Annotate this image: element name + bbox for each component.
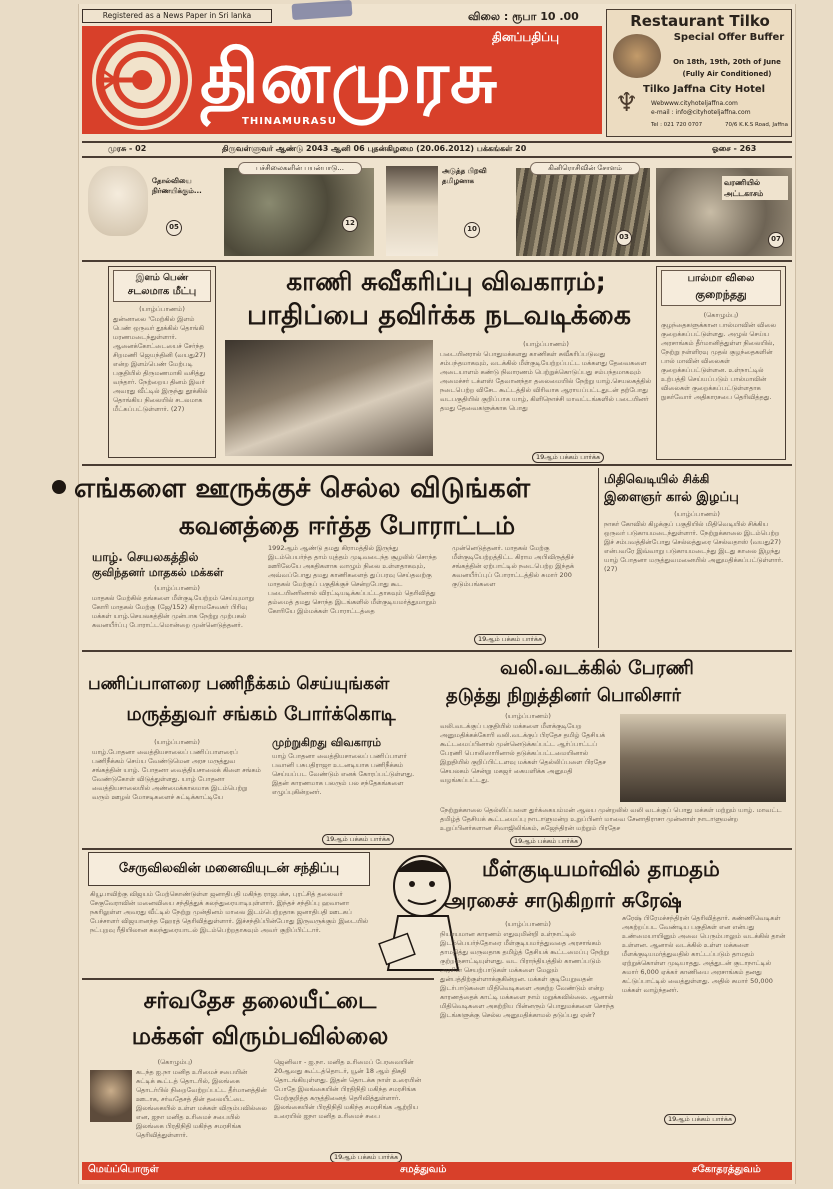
- teaser-label: வரணியில் அட்டகாசம்: [722, 176, 788, 200]
- advert-offer: Special Offer Buffer: [673, 32, 785, 43]
- advert-title: Restaurant Tilko: [630, 12, 770, 30]
- teaser-label: கினிரொசிவின் சோளம்: [530, 162, 640, 175]
- story-body: துன்னாலை 'மேற்கில் இளம் பெண் ஒருவர் தூக்கில் தொங்கி மரணமடைந்துள்ளார். ஆனைக்கோட்டையைச் சேர்ந்த சிறமணி ஜெயந்தினி (வயது27) என்ற இளம்பெண் மேற்படி பகுதியில் திருமணமாகி வசித்து வந்தார். நேற்றைய தினம் இவர் அவரது வீட்டில் இருந்து தூக்கில் தொங்கிய நிலையில் சடலமாக மீட்கப்பட்டுள்ளார். (27): [113, 315, 208, 413]
- issue-number: ஓசை - 263: [712, 144, 757, 153]
- teaser-rule: [82, 260, 792, 262]
- teaser-strip: [82, 160, 792, 258]
- protest-dateline: (யாழ்ப்பாணம்): [154, 584, 200, 592]
- page-number-badge: 03: [616, 230, 632, 246]
- footer-left: மெய்ப்பொருள்: [88, 1164, 159, 1175]
- youth-body: நாகர் கோவில் கிழக்குப் பகுதியில் மிதிவெடியில் சிக்கிய ஒருவர் படுகாயமடைந்துள்ளார். நேற்றுக்காலை இடம்பெற்ற இச் சம்பவத்தின்போது செல்லத்துரை செல்வதாஸ் (வயது27) என்பவரே இவ்வாறு படுகாயமடைந்து இடது காலை இழந்து யாழ் போதனா மருத்துவமனையில் அனுமதிக்கப்பட்டுள்ளார். (27): [604, 520, 784, 573]
- column-rule: [598, 468, 599, 648]
- advert-email: e-mail : info@cityhoteljaffna.com: [651, 109, 751, 116]
- teaser-label: பச்சிலைகளின் பயன்பாடு...: [238, 162, 362, 175]
- page-number-badge: 05: [166, 220, 182, 236]
- teaser-item[interactable]: [224, 160, 374, 258]
- summit-headline-2: மக்கள் விரும்பவில்லை: [131, 1022, 389, 1050]
- footer-right: சகோதரத்துவம்: [692, 1164, 761, 1175]
- masthead-title: தினமுரசு: [200, 35, 498, 119]
- advert-hotel: Tilko Jaffna City Hotel: [643, 84, 766, 95]
- teaser-label: அடுத்த பிறவி தமிழனாக: [442, 167, 487, 185]
- doctors-dateline: (யாழ்ப்பாணம்): [154, 738, 200, 746]
- page-number-badge: 10: [464, 222, 480, 238]
- suresh-headline-1: மீள்குடியமர்வில் தாமதம்: [482, 857, 720, 881]
- caricature-image: [88, 166, 148, 236]
- footer-bar: [82, 1162, 792, 1180]
- bullet-icon: [52, 480, 66, 494]
- summit-photo: [90, 1070, 132, 1122]
- advert-photo: [613, 34, 661, 78]
- teaser-item[interactable]: [516, 160, 650, 258]
- section-rule: [82, 848, 792, 850]
- issue-date: திருவள்ளுவர் ஆண்டு 2043 ஆனி 06 புதன்கிழமை (20.06.2012) பக்கங்கள் 20: [222, 144, 527, 153]
- rally-headline-1: வலி.வடக்கில் பேரணி: [500, 657, 694, 679]
- suresh-col-1: நியாயமான காரணம் எதுவுமின்றி உள்நாட்டில் இடம்பெயர்ந்தோரை மீள்குடியமர்த்துவதை அரசாங்கம் தாமதித்து வருவதாக தமிழ்த் தேசியக் கூட்டமைப்பு நேற்று குற்றஞ்சாட்டியுள்ளது. வட பிராந்தியத்தில் காணப்படும் அரசின் செயற்பாடுகள் மக்களை மேலும் துன்பத்திற்குள்ளாக்குகின்றன. மக்கள் குடியேறுவதன் இடர்பாடுகளை மிதிவெடிகளை அகற்ற வேண்டும் என்ற காரணத்தைக் காட்டி மக்களை நாம் மறுக்கவில்லை. ஆனால் மிதிவெடிகளை அகற்றிய பின்னரும் பொதுமக்களை சொந்த இடங்களுக்கு செல்ல அனுமதிக்காமல் தடுப்பது ஏன்?: [440, 930, 615, 1019]
- section-rule: [82, 464, 792, 466]
- suresh-dateline: (யாழ்ப்பாணம்): [505, 920, 551, 928]
- protest-headline-1: எங்களை ஊருக்குச் செல்ல விடுங்கள்: [74, 473, 531, 504]
- lead-continued[interactable]: 19ஆம் பக்கம் பார்க்க: [532, 452, 604, 463]
- price: விலை : ரூபா 10 .00: [468, 10, 579, 23]
- story-body: குழந்தைகளுக்கான பால்மாவின் விலை குறைக்கப்பட்டுள்ளது. அழுல் செய்ய அரசாங்கம் தீர்மானித்துள்ள நிலையில், நேற்று நள்ளிரவு முதல் குழந்தைகளின் பால் மாவின் விலைகள் குறைக்கப்பட்டுள்ளன. உள்நாட்டில் உற்பத்தி செய்யப்படும் பால்மாவின் விலைகள் குறைக்கப்பட்டுள்ளதாக நுகர்வோர் அதிகாரசபை தெரிவித்தது.: [661, 321, 777, 401]
- registration-notice: Registered as a News Paper in Sri lanka: [82, 9, 272, 23]
- protest-headline-2: கவனத்தை ஈர்த்த போராட்டம்: [178, 511, 516, 540]
- headline-line-2: சடலமாக மீட்பு: [127, 286, 197, 297]
- headline-line-2: குறைந்தது: [695, 288, 747, 301]
- summit-col-1: கடந்த ஐ.நா மனித உரிமைச் சபையின் சுட்டிக் கூட்டத் தொடரில், இலங்கை தொடர்பில் நிறைவேற்றப்பட்ட தீர்மானத்தின் ஊடாக, சர்வதேசத் தின் தலையீட்டை இலங்கையில் உள்ள மக்கள் விரும்பவில்லை என, ஐநா மனித உரிமைச் சபையில் இலங்கை பிரதிநிதி மகிந்த சமரசிங்க தெரிவித்துள்ளார்.: [136, 1068, 267, 1139]
- section-rule: [82, 650, 792, 652]
- dateline-rule-bottom: [82, 156, 792, 158]
- dateline-rule-top: [82, 141, 792, 143]
- footer-center: சமத்துவம்: [400, 1164, 447, 1175]
- youth-headline-2: இளைஞர் கால் இழப்பு: [604, 490, 739, 505]
- protest-kicker-2: குவிந்தனர் மாதகல் மக்கள்: [92, 566, 224, 579]
- teaser-item[interactable]: [82, 160, 218, 258]
- summit-continued[interactable]: 19ஆம் பக்கம் பார்க்க: [330, 1152, 402, 1163]
- doctors-headline-2: மருத்துவர் சங்கம் போர்க்கொடி: [126, 703, 396, 725]
- story-headline: [661, 270, 781, 306]
- logo-emblem: [92, 30, 192, 130]
- protest-col-2: 1992ஆம் ஆண்டு தமது கிராமத்தில் இருந்து இடம்பெயர்ந்த தாம் யுத்தம் முடிவடைந்த சூழலில் சொந்த ஊரிலேயே அகதிகளாக வாழும் நிலை உள்ளதாகவும், அவ்வப்போது தமது காணிகளைத் துப்பரவு செய்தவற்கு மாதகல் மேற்குப் பகுதிக்குச் சென்றபோது கூட படையினரினால் விரட்டியடிக்கப்பட்டதாகவும் தெரிவித்து தம்மைத் தமது சொந்த இடங்களில் மீள்குடியமர்த்துமாறும் கோரியே இம்மக்கள் போராட்டத்தை: [268, 544, 437, 615]
- lead-body: படையினரால் பொதுமக்களது காணிகள் சுவீகரிப்படுவது சம்பந்தமாகவும், வடக்கில் மீள்குடியேற்றப்பட்ட மக்களது தேவைகளை அடையாளம் கண்டு நிவாரணம் பெற்றுக்கொடுப்பது சம்பந்தமாகவும் அமைச்சர் டக்ளஸ் தேவானந்தா தலைமையில் நேற்று யாழ்.செயலகத்தில் நடைபெற்ற விசேட கூட்டத்தில் விரிவாக ஆராயப்பட்டதுடன் தற்போது வடபகுதியில் குறிப்பாக யாழ், கிளிநொச்சி மாவட்டங்களில் படையினர் தமது தேவைகளுக்காக பொது: [440, 350, 652, 412]
- advert-address: 70/6 K.K.S Road, Jaffna: [725, 122, 788, 128]
- lead-headline-1: காணி சுவீகரிப்பு விவகாரம்;: [286, 267, 606, 296]
- story-headline: [113, 270, 211, 302]
- lead-dateline: (யாழ்ப்பாணம்): [523, 340, 569, 348]
- masthead-subtitle: தினப்பதிப்பு: [492, 30, 560, 44]
- headline-line-1: இளம் பெண்: [135, 273, 189, 283]
- youth-dateline: (யாழ்ப்பாணம்): [674, 510, 720, 518]
- rally-body: வலி.வடக்குப் பகுதியில் மக்களை மீளக்குடியேற அனுமதிக்கக்கோரி வலி.வடக்குப் பிரதேச தமிழ் தேசியக் கூட்டமைப்பினால் முன்னெடுக்கப்பட்ட ஆர்ப்பாட்டப் பேரணி பொலிஸாரினால் தடுக்கப்பட்டமையினால் இறுதியில் குறிப்பிட்டளவு மக்கள் தெல்லிப்பளை பிரதேச செயலகம் சென்று மகஜர் கையளிக்க அனுமதி வழங்கப்பட்டது.: [440, 722, 607, 784]
- youth-headline-1: மிதிவெடியில் சிக்கி: [604, 472, 710, 486]
- portrait-image: [386, 166, 438, 256]
- story-milk-price[interactable]: [656, 266, 786, 460]
- volume-number: முரசு - 02: [108, 144, 147, 153]
- rally-dateline: (யாழ்ப்பாணம்): [505, 712, 551, 720]
- meeting-body: கியூபாவிற்கு விஜயம் மேற்கொண்டுள்ள ஜனாதிபதி மகிந்த ராஜபக்ச, புரட்சித் தலைவர் சேகுவேராவின் மனைவியை சந்தித்துக் கலந்துரையாடியுள்ளார். இந்தச் சந்திப்பு ஹவானா நகரிலுள்ள அவரது வீட்டில் நேற்று முன்தினம் மாலை இடம்பெற்றதாக ஜனாதிபதி ஊடகப் பேச்சாளர் விஜயானந்த ஹேரத் தெரிவித்துள்ளார். இச்சந்திப்பின்போது இருவருக்கும் இடையில் நட்புறவு ரீதியிலான கலந்துரையாடல் இடம்பெற்றதாகவும் அவர் குறிப்பிட்டார்.: [90, 890, 369, 934]
- masthead-title-en: THINAMURASU: [242, 116, 337, 127]
- protest-continued[interactable]: 19ஆம் பக்கம் பார்க்க: [474, 634, 546, 645]
- story-dateline: (யாழ்ப்பாணம்): [139, 305, 185, 313]
- suresh-col-2: சுரேஷ் பிரேமச்சந்திரன் தெரிவித்தார். கண்ணிவெடிகள் அகற்றப்பட வேண்டிய பகுதிகள் என என்பது உண்மையாயினும் அவை பெரும்பாலும் வடக்கில் தான் உள்ளன. ஆனால் வடக்கில் உள்ள மக்களை மீளக்குடியமர்த்துவதில் காட்டப்படும் தாமதம் ஏற்றுக்கொள்ள முடியாதது. அத்துடன் குடாநாட்டில் சுமார் 6,000 ஏக்கர் காணியை அரசாங்கம் தனது கட்டுப்பாட்டில் வைத்துள்ளது. அதில் சுமார் 50,000 மக்கள் வாழ்ந்தனர்.: [622, 914, 786, 994]
- doctors-kicker: முற்றுகிறது விவகாரம்: [272, 736, 382, 749]
- meeting-headline-box: [88, 852, 370, 886]
- leaves-image: [224, 168, 374, 256]
- doctors-continued[interactable]: 19ஆம் பக்கம் பார்க்க: [322, 834, 394, 845]
- headline-line-1: பால்மா விலை: [687, 273, 755, 284]
- advert-dates: On 18th, 19th, 20th of June: [673, 58, 781, 66]
- masthead-banner: [82, 26, 602, 134]
- advert-note: (Fully Air Conditioned): [682, 70, 772, 78]
- teaser-item[interactable]: [380, 160, 510, 258]
- teaser-label: தோல்வியை நிர்ணயிக்கும்...: [152, 177, 202, 195]
- palm-tree-icon: ♆: [615, 88, 639, 118]
- page-number-badge: 12: [342, 216, 358, 232]
- meeting-headline: சேருவிலவின் மனைவியுடன் சந்திப்பு: [118, 861, 340, 876]
- suresh-continued[interactable]: 19ஆம் பக்கம் பார்க்க: [664, 1114, 736, 1125]
- doctors-col-2: யாழ் போதனா வைத்தியசாலைப் பணிப்பாளர் பவானி பசுபதிராஜா உடனடியாக பணிநீக்கம் செய்யப்பட வேண்டும் எனக் கோரப்பட்டுள்ளது. இதன் காரணமாக பலரும் பல சந்தேகங்களை எழுப்புகின்றனர்.: [272, 752, 415, 796]
- teaser-item[interactable]: [656, 160, 792, 258]
- story-dateline: (கொழும்பு): [703, 311, 739, 319]
- lead-headline-2: பாதிப்பை தவிர்க்க நடவடிக்கை: [246, 300, 632, 331]
- page-number-badge: 07: [768, 232, 784, 248]
- suresh-headline-2: அரசைச் சாடுகிறார் சுரேஷ்: [444, 888, 682, 912]
- doctors-headline-1: பணிப்பாளரை பணிநீக்கம் செய்யுங்கள்: [88, 674, 390, 694]
- section-rule: [82, 978, 434, 980]
- advert-web: Webwww.cityhoteljaffna.com: [651, 100, 738, 107]
- doctors-col-1: யாழ்.போதனா வைத்தியசாலைப் பணிப்பாளரைப் பணிநீக்கம் செய்ய வேண்டுமென அரச மருத்துவ சங்கத்தின் யாழ். போதனா வைத்தியசாலைக் கிளை சங்கம் வேண்டுகோள் விடுத்துள்ளது. யாழ் போதனா வைத்தியசாலையில் அண்மைக்காலமாக இடம்பெற்று வரும் ஊழல் மோசடிகளைச் சுட்டிக்காட்டியே: [92, 748, 261, 801]
- advert-tel: Tel : 021 720 0707: [651, 122, 703, 128]
- summit-dateline: (கொழும்பு): [157, 1058, 193, 1066]
- story-woman-found[interactable]: [108, 266, 216, 458]
- rally-headline-2: தடுத்து நிறுத்தினர் பொலிசார்: [446, 685, 681, 706]
- rally-photo: [620, 714, 786, 802]
- rally-continued[interactable]: 19ஆம் பக்கம் பார்க்க: [510, 836, 582, 847]
- protest-col-1: மாதகல் மேற்கில் தங்களை மீள்குடியேற்றம் செய்யுமாறு கோரி மாதகல் மேற்கு (ஜே/152) கிராமசேவகர் பிரிவு மக்கள் யாழ்.செயலகத்தின் முன்பாக நேற்று முற்பகல் கவனயீர்ப்பு போராட்டமொன்றை முன்னெடுத்தனர்.: [92, 594, 254, 629]
- summit-col-2: ஜெனிவா - ஐ.நா. மனித உரிமைப் பேரவையின் 20ஆவது கூட்டத்தொடர், யூன் 18 ஆம் திகதி தொடங்கியுள்ளது. இதன் தொடக்க நாள் உரையின் போதே இலங்கையின் பிரதிநிதி மகிந்த சமரசிங்க மேற்குறித்த கருத்தினைத் தெரிவித்துள்ளார். இலங்கையின் பிரதிநிதி மகிந்த சமரசிங்க ஆற்றிய உரையில் ஐநா மனித உரிமைச் சபை: [274, 1058, 422, 1120]
- rally-body-2: நேற்றுக்காலை தெல்லிப்பளை துர்க்கையம்மன் ஆலய முன்றலில் வலி வடக்குப் பொது மக்கள் மற்றும் யாழ். மாவட்ட தமிழ்த் தேசியக் கூட்டமைப்பு நாடாளுமன்ற உறுப்பினர் மாவை சேனாதிராசா முன்னாள் நாடாளுமன்ற உறுப்பினர்களான சிவாஜிலிங்கம், கஜேந்திரன் மற்றும் பிரதேச: [440, 806, 782, 832]
- drum-emblem-icon: [92, 30, 192, 130]
- hotel-advert: [606, 9, 792, 137]
- lead-photo: [225, 340, 433, 456]
- protest-kicker-1: யாழ். செயலகத்தில்: [92, 550, 199, 564]
- protest-col-3: முன்னெடுத்தனர். மாதகல் மேற்கு மீள்குடியேற்றத்திட்ட கிராம அபிவிருத்திச் சங்கத்தின் ஏற்பாட்டில் நடைபெற்ற இந்தக் கவனயீர்ப்புப் போராட்டத்தில் சுமார் 200 குடும்பங்களை: [452, 544, 575, 588]
- summit-headline-1: சர்வதேச தலையீட்டை: [143, 988, 377, 1014]
